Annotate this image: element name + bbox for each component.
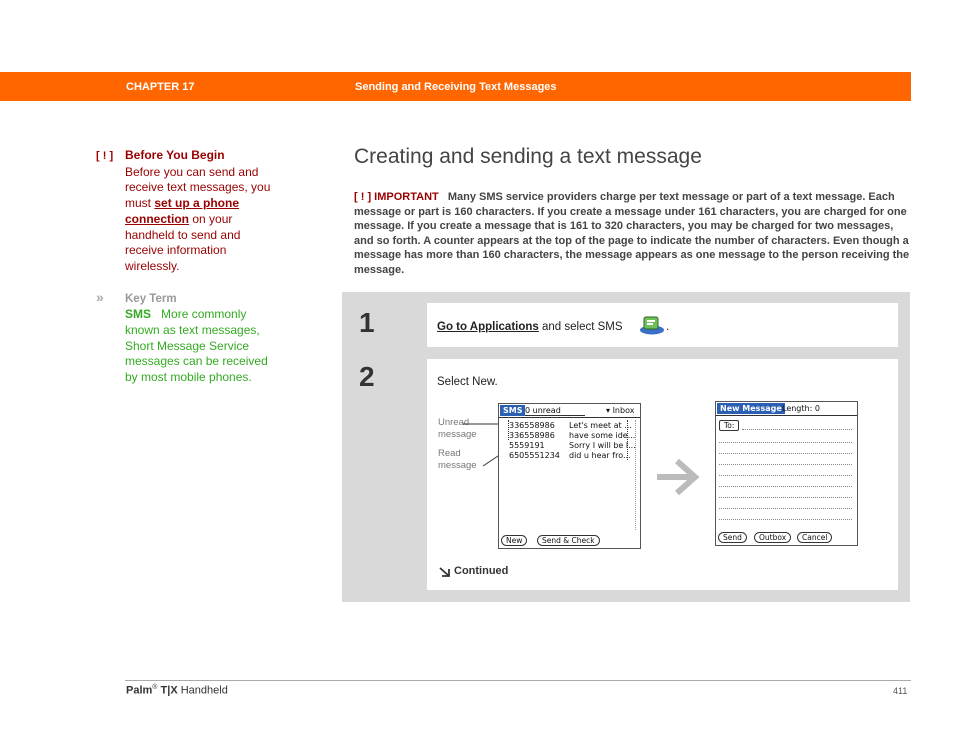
setup-phone-link[interactable]: set up a phone connection	[125, 196, 240, 226]
folder-select[interactable]: ▾ Inbox	[606, 406, 635, 415]
important-text: Many SMS service providers charge per text message or part of a text message. Each message or part is 160 characters. If you create a message under 161 characters, you are charged for one message. If you create a message that is 161 to 320 characters, you may be charged for two messages, and so forth. A counter appears at the top of the page to indicate the number of characters. Even though a message has more than 160 characters, the message appears as one message to the person receiving the message.	[354, 191, 910, 276]
to-button[interactable]: To:	[719, 420, 739, 431]
list-item[interactable]	[509, 431, 555, 440]
before-heading: Before You Begin	[125, 148, 225, 162]
step-number-2: 2	[359, 361, 375, 392]
list-item[interactable]	[509, 451, 560, 460]
important-note	[354, 190, 910, 277]
folder-name: Inbox	[612, 406, 635, 415]
go-to-applications-link[interactable]: Go to Applications	[437, 321, 539, 333]
sms-tag: SMS	[500, 405, 525, 416]
arrow-right-icon	[655, 457, 703, 497]
send-check-button[interactable]: Send & Check	[537, 535, 600, 546]
step-1-text	[437, 321, 623, 333]
new-message-tag: New Message	[717, 403, 785, 414]
message-from: 336558986	[509, 421, 555, 430]
continued-label: Continued	[454, 565, 509, 577]
footer-brand	[126, 684, 228, 697]
double-chevron-icon: »	[96, 288, 102, 305]
keyterm-definition: More commonly known as text messages, Short Message Service messages can be received by most mobile phones.	[125, 307, 268, 385]
sidebar	[96, 148, 286, 386]
list-item[interactable]	[509, 421, 555, 430]
steps-box	[342, 292, 910, 602]
send-button[interactable]: Send	[718, 532, 747, 543]
message-from: 6505551234	[509, 451, 560, 460]
footer-divider	[125, 680, 911, 681]
footer-reg: ®	[152, 684, 158, 691]
step-2-panel	[427, 359, 898, 590]
callout-unread: Unread message	[438, 417, 477, 440]
continued-arrow-icon	[438, 566, 452, 578]
step-1-end: .	[666, 321, 670, 333]
before-text	[125, 165, 275, 275]
list-item-preview[interactable]: have some ide...	[569, 431, 636, 440]
keyterm-term: SMS	[125, 307, 152, 322]
before-text-1: Before you can send and receive text messages, you must	[125, 164, 271, 211]
before-text-2: on your handheld to send and receive information wirelessly.	[125, 211, 241, 273]
key-term	[96, 290, 286, 386]
outbox-button[interactable]: Outbox	[754, 532, 791, 543]
footer-product: Handheld	[180, 684, 228, 697]
step-2-text: Select New.	[437, 376, 498, 388]
unread-count: 0 unread	[525, 406, 585, 416]
footer-model: T|X	[160, 684, 178, 697]
sms-app-icon	[639, 315, 665, 335]
list-item-preview[interactable]: Let's meet at ...	[569, 421, 632, 430]
message-from: 336558986	[509, 431, 555, 440]
important-icon: [ ! ]	[354, 191, 372, 203]
new-button[interactable]: New	[501, 535, 527, 546]
callout-read: Read message	[438, 448, 477, 471]
keyterm-heading: Key Term	[125, 292, 177, 305]
list-item-preview[interactable]: Sorry I will be l...	[569, 441, 636, 450]
list-item[interactable]	[509, 441, 545, 450]
chapter-title: Sending and Receiving Text Messages	[355, 81, 557, 93]
footer-palm: Palm	[126, 684, 153, 697]
sms-inbox-screen	[498, 403, 641, 549]
chapter-header-bar	[0, 72, 911, 101]
step-1-panel	[427, 303, 898, 347]
new-message-screen	[715, 401, 858, 546]
chapter-label: CHAPTER 17	[126, 81, 195, 93]
important-label: IMPORTANT	[374, 191, 439, 203]
cancel-button[interactable]: Cancel	[797, 532, 832, 543]
length-counter: Length: 0	[782, 404, 820, 413]
page-number: 411	[893, 686, 908, 696]
keyterm-text	[125, 307, 275, 386]
important-icon: [ ! ]	[96, 150, 114, 162]
step-number-1: 1	[359, 307, 375, 338]
page-title: Creating and sending a text message	[354, 145, 702, 168]
step-1-text-body: and select SMS	[538, 321, 623, 333]
list-item-preview[interactable]: did u hear fro...	[569, 451, 631, 460]
message-from: 5559191	[509, 441, 545, 450]
before-you-begin	[96, 148, 286, 275]
